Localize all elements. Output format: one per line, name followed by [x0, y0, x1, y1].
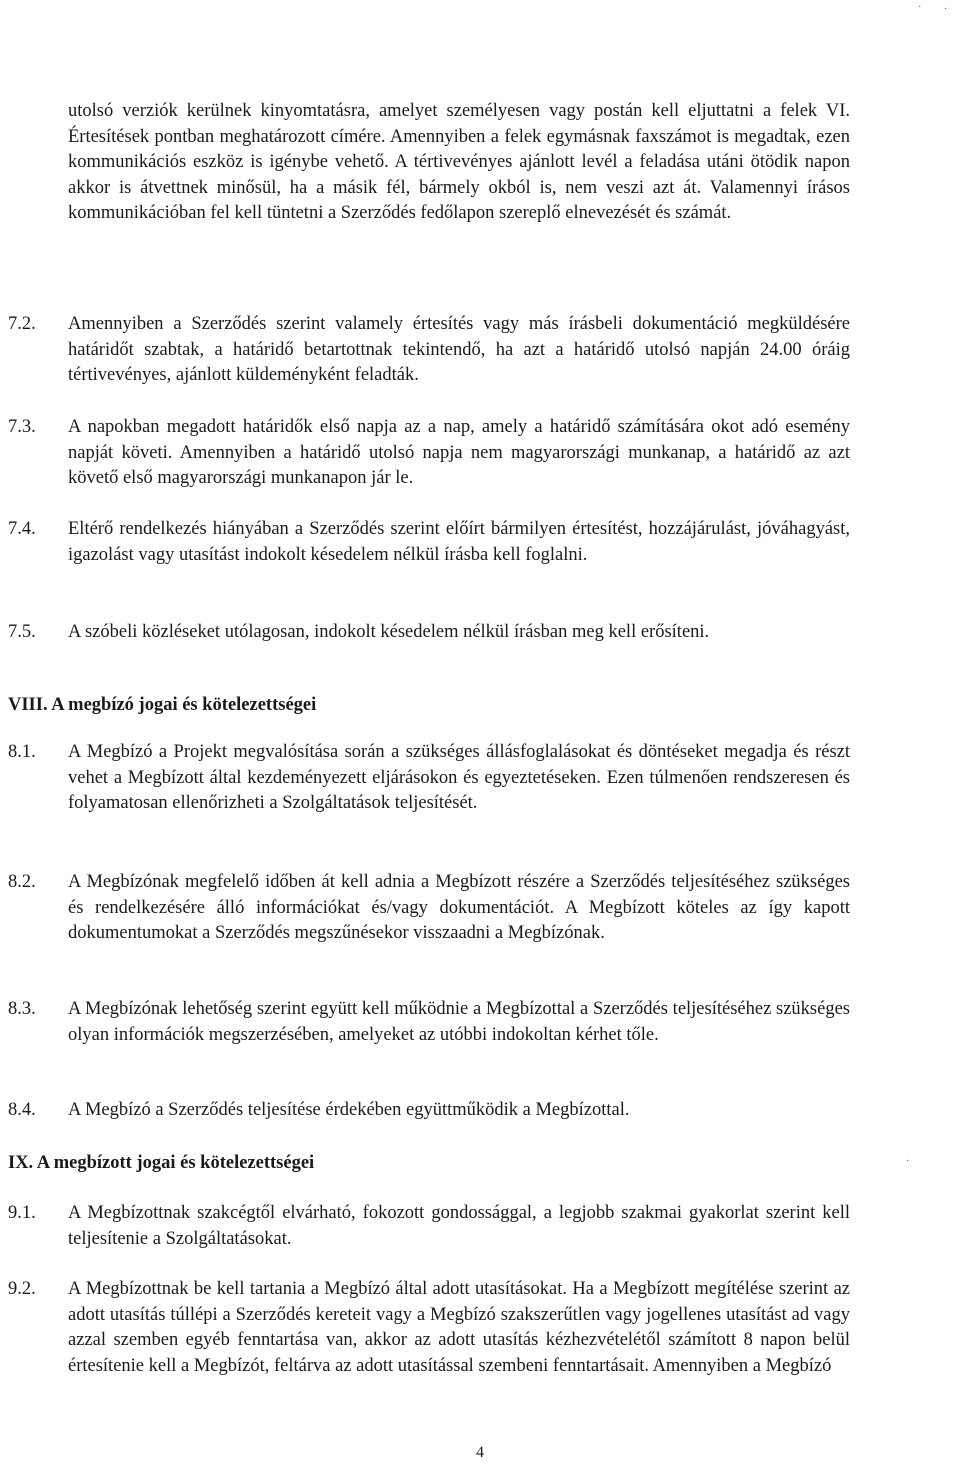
clause-text: A napokban megadott határidők első napja az a nap, amely a határidő számítására okot adó esemény napját követi. Amennyiben a határidő utolsó napja nem magyarországi munkanap, a határidő az azt követő első magyarországi munkanapon jár le.: [68, 417, 850, 488]
clause-number: 7.4.: [8, 519, 36, 539]
scan-speck: ·: [918, 2, 922, 13]
clause-number: 8.1.: [8, 742, 36, 762]
scan-speck: ·: [944, 4, 948, 15]
clause-number: 8.4.: [8, 1100, 36, 1120]
clause-text: A Megbízó a Projekt megvalósítása során a szükséges állásfoglalásokat és döntéseket megadja és részt vehet a Megbízott által kezdeményezett eljárásokon és egyeztetéseken. Ezen túlmenően rendszeresen és folyamatosan ellenőrizheti a Szolgáltatások teljesítését.: [68, 742, 850, 813]
clause-text: A Megbízónak lehetőség szerint együtt kell működnie a Megbízottal a Szerződés teljesítéséhez szükséges olyan információk megszerzésében, amelyeket az utóbbi indokoltan kérhet tőle.: [68, 999, 850, 1045]
intro-paragraph: utolsó verziók kerülnek kinyomtatásra, amelyet személyesen vagy postán kell eljuttatni a felek VI. Értesítések pontban meghatározott címére. Amennyiben a felek egymásnak faxszámot is megadtak, ezen kommunikációs eszköz is igénybe vehető. A tértivevényes ajánlott levél a feladása utáni ötödik napon akkor is átvettnek minősül, ha a másik fél, bármely okból is, nem veszi azt át. Valamennyi írásos kommunikációban fel kell tüntetni a Szerződés fedőlapon szereplő elnevezését és számát.: [68, 101, 850, 223]
clause-number: 8.3.: [8, 999, 36, 1019]
section-heading-ix: IX. A megbízott jogai és kötelezettségei: [8, 1153, 315, 1173]
clause-text: A Megbízónak megfelelő időben át kell adnia a Megbízott részére a Szerződés teljesítéséhez szükséges és rendelkezésére álló információkat és/vagy dokumentációt. A Megbízott köteles az így kapott dokumentumokat a Szerződés megszűnésekor visszaadni a Megbízónak.: [68, 872, 850, 943]
clause-text: A szóbeli közléseket utólagosan, indokolt késedelem nélkül írásban meg kell erősíteni.: [68, 622, 710, 642]
clause-text: Eltérő rendelkezés hiányában a Szerződés szerint előírt bármilyen értesítést, hozzájárulást, jóváhagyást, igazolást vagy utasítást indokolt késedelem nélkül írásba kell foglalni.: [68, 519, 850, 565]
clause-number: 7.5.: [8, 622, 36, 642]
clause-text: A Megbízottnak be kell tartania a Megbízó által adott utasításokat. Ha a Megbízott megítélése szerint az adott utasítás túllépi a Szerződés kereteit vagy a Megbízó szakszerűtlen vagy jogellenes utasítást ad vagy azzal szemben egyéb fenntartása van, akkor az adott utasítás kézhezvételétől számított 8 napon belül értesítenie kell a Megbízót, feltárva az adott utasítással szembeni fenntartásait. Amennyiben a Megbízó: [68, 1279, 850, 1376]
clause-number: 9.2.: [8, 1279, 36, 1299]
clause-text: Amennyiben a Szerződés szerint valamely értesítés vagy más írásbeli dokumentáció megküldésére határidőt szabtak, a határidő betartottnak tekintendő, ha azt a határidő utolsó napján 24.00 óráig tértivevényes, ajánlott küldeményként feladták.: [68, 314, 850, 385]
page-number: 4: [476, 1444, 484, 1461]
clause-number: 7.2.: [8, 314, 36, 334]
clause-text: A Megbízó a Szerződés teljesítése érdekében együttműködik a Megbízottal.: [68, 1100, 630, 1120]
clause-text: A Megbízottnak szakcégtől elvárható, fokozott gondossággal, a legjobb szakmai gyakorlat szerint kell teljesítenie a Szolgáltatásokat.: [68, 1203, 850, 1249]
scan-speck: ·: [906, 1156, 910, 1167]
clause-number: 9.1.: [8, 1203, 36, 1223]
clause-number: 7.3.: [8, 417, 36, 437]
clause-number: 8.2.: [8, 872, 36, 892]
section-heading-viii: VIII. A megbízó jogai és kötelezettségei: [8, 695, 317, 715]
